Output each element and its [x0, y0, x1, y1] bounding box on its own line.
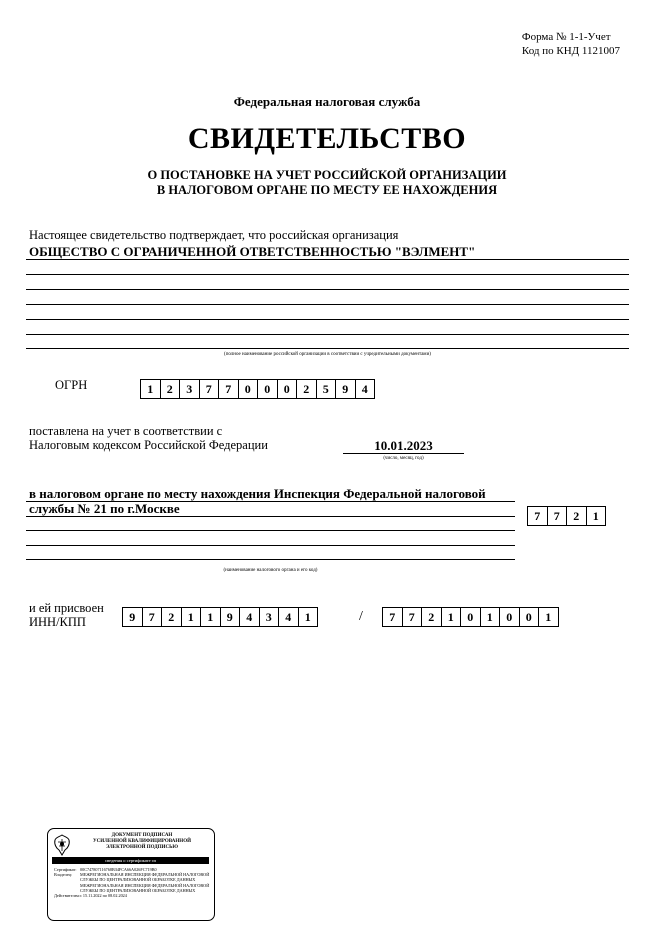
document-subtitle — [0, 168, 654, 198]
ogrn-digit-cell: 0 — [238, 379, 259, 399]
ogrn-digit-cell: 5 — [316, 379, 337, 399]
kpp-digit-cell: 1 — [441, 607, 462, 627]
issuing-service: Федеральная налоговая служба — [233, 94, 421, 109]
inn-digit-cell: 1 — [298, 607, 319, 627]
registration-date: 10.01.2023 — [374, 438, 433, 453]
inn-digit-cell: 9 — [220, 607, 241, 627]
blank-line — [26, 274, 629, 275]
ogrn-digit-cell: 7 — [199, 379, 220, 399]
tax-authority-underline — [26, 516, 515, 517]
ogrn-label: ОГРН — [55, 378, 88, 392]
blank-line — [26, 319, 629, 320]
inn-digit-cell: 1 — [200, 607, 221, 627]
stamp-validity-key: Действителен: — [54, 893, 80, 899]
date-underline — [343, 453, 464, 454]
tax-authority-line-2: службы № 21 по г.Москве — [29, 501, 180, 516]
ogrn-digit-cell: 9 — [335, 379, 356, 399]
inn-digit-cell: 1 — [181, 607, 202, 627]
stamp-owner-value: МЕЖРЕГИОНАЛЬНАЯ ИНСПЕКЦИЯ ФЕДЕРАЛЬНОЙ НАЛОГОВОЙ СЛУЖБЫ ПО ЦЕНТРАЛИЗОВАННОЙ ОБРАБОТКЕ ДАННЫХ МЕЖРЕГИОНАЛЬНАЯ ИНСПЕКЦИЯ ФЕДЕРАЛЬНОЙ НАЛОГОВОЙ СЛУЖБЫ ПО ЦЕНТРАЛИЗОВАННОЙ ОБРАБОТКЕ ДАННЫХ — [80, 872, 210, 893]
ogrn-digit-cell: 2 — [296, 379, 317, 399]
ogrn-digit-cell: 3 — [179, 379, 200, 399]
inn-digit-cell: 4 — [278, 607, 299, 627]
ogrn-digit-cell: 1 — [140, 379, 161, 399]
subtitle-line-1: О ПОСТАНОВКЕ НА УЧЕТ РОССИЙСКОЙ ОРГАНИЗАЦИИ — [147, 168, 507, 182]
stamp-heading-line: ЭЛЕКТРОННОЙ ПОДПИСЬЮ — [105, 845, 179, 850]
inn-digit-cell: 2 — [161, 607, 182, 627]
date-caption: (число, месяц, год) — [383, 456, 424, 461]
coat-of-arms-icon — [53, 834, 71, 856]
ogrn-digit-cell: 2 — [160, 379, 181, 399]
tax-authority-line-1: в налоговом органе по месту нахождения Инспекция Федеральной налоговой — [29, 486, 486, 501]
ogrn-digit-cell: 7 — [218, 379, 239, 399]
tax-authority-code-cells — [527, 506, 605, 526]
kpp-digit-cell: 0 — [499, 607, 520, 627]
registration-text-1: поставлена на учет в соответствии с — [29, 424, 223, 438]
stamp-details — [54, 867, 210, 898]
kpp-digit-cell: 1 — [480, 607, 501, 627]
tax-code-digit-cell: 2 — [566, 506, 587, 526]
stamp-owner-key: Владелец: — [54, 872, 73, 878]
kpp-digit-cell: 1 — [538, 607, 559, 627]
stamp-heading-line: ДОКУМЕНТ ПОДПИСАН — [111, 833, 173, 838]
stamp-certificate-bar: сведения о сертификате эп — [52, 857, 209, 864]
stamp-certificate-value: 00С747807116768ВЗ4FСА66А026FС719В0 — [80, 867, 157, 872]
ogrn-cells — [140, 379, 374, 399]
kpp-cells — [382, 607, 558, 627]
stamp-heading-line: УСИЛЕННОЙ КВАЛИФИЦИРОВАННОЙ — [93, 839, 191, 844]
blank-line — [26, 289, 629, 290]
blank-line — [26, 348, 629, 349]
inn-kpp-separator: / — [359, 609, 363, 624]
form-number: Форма № 1-1-Учет — [521, 31, 611, 43]
blank-line — [26, 304, 629, 305]
kpp-digit-cell: 7 — [382, 607, 403, 627]
stamp-row-owner — [54, 872, 210, 893]
organization-name: ОБЩЕСТВО С ОГРАНИЧЕННОЙ ОТВЕТСТВЕННОСТЬЮ "ВЭЛМЕНТ" — [29, 244, 476, 259]
inn-digit-cell: 4 — [239, 607, 260, 627]
ogrn-digit-cell: 0 — [257, 379, 278, 399]
inn-kpp-label-2: ИНН/КПП — [29, 615, 86, 629]
org-name-caption: (полное наименование российской организации в соответствии с учредительными документами) — [224, 352, 431, 357]
tax-code-digit-cell: 1 — [586, 506, 607, 526]
ogrn-digit-cell: 4 — [355, 379, 376, 399]
blank-line — [26, 559, 515, 560]
tax-code-digit-cell: 7 — [527, 506, 548, 526]
stamp-validity-value: с 15.11.2022 по 08.02.2024 — [80, 893, 127, 899]
form-identifier — [522, 30, 620, 58]
document-title: СВИДЕТЕЛЬСТВО — [187, 122, 467, 155]
blank-line — [26, 334, 629, 335]
blank-line — [26, 530, 515, 531]
registration-text-2: Налоговым кодексом Российской Федерации — [29, 438, 268, 452]
kpp-digit-cell: 0 — [460, 607, 481, 627]
certificate-intro: Настоящее свидетельство подтверждает, что российская организация — [29, 228, 399, 242]
inn-cells — [122, 607, 317, 627]
tax-authority-caption: (наименование налогового органа и его код) — [223, 568, 318, 573]
kpp-digit-cell: 2 — [421, 607, 442, 627]
tax-authority-underline — [26, 501, 515, 502]
ogrn-digit-cell: 0 — [277, 379, 298, 399]
kpp-digit-cell: 0 — [519, 607, 540, 627]
inn-digit-cell: 7 — [142, 607, 163, 627]
e-signature-stamp — [47, 828, 215, 921]
org-name-underline — [26, 259, 629, 260]
stamp-certificate-key: Сертификат: — [54, 867, 77, 872]
stamp-row-validity — [54, 893, 210, 898]
inn-digit-cell: 3 — [259, 607, 280, 627]
inn-digit-cell: 9 — [122, 607, 143, 627]
kpp-digit-cell: 7 — [402, 607, 423, 627]
subtitle-line-2: В НАЛОГОВОМ ОРГАНЕ ПО МЕСТУ ЕЕ НАХОЖДЕНИЯ — [156, 183, 498, 197]
inn-kpp-label-1: и ей присвоен — [29, 601, 104, 615]
stamp-heading — [74, 833, 210, 851]
knd-code: Код по КНД 1121007 — [521, 45, 620, 57]
blank-line — [26, 545, 515, 546]
tax-code-digit-cell: 7 — [547, 506, 568, 526]
